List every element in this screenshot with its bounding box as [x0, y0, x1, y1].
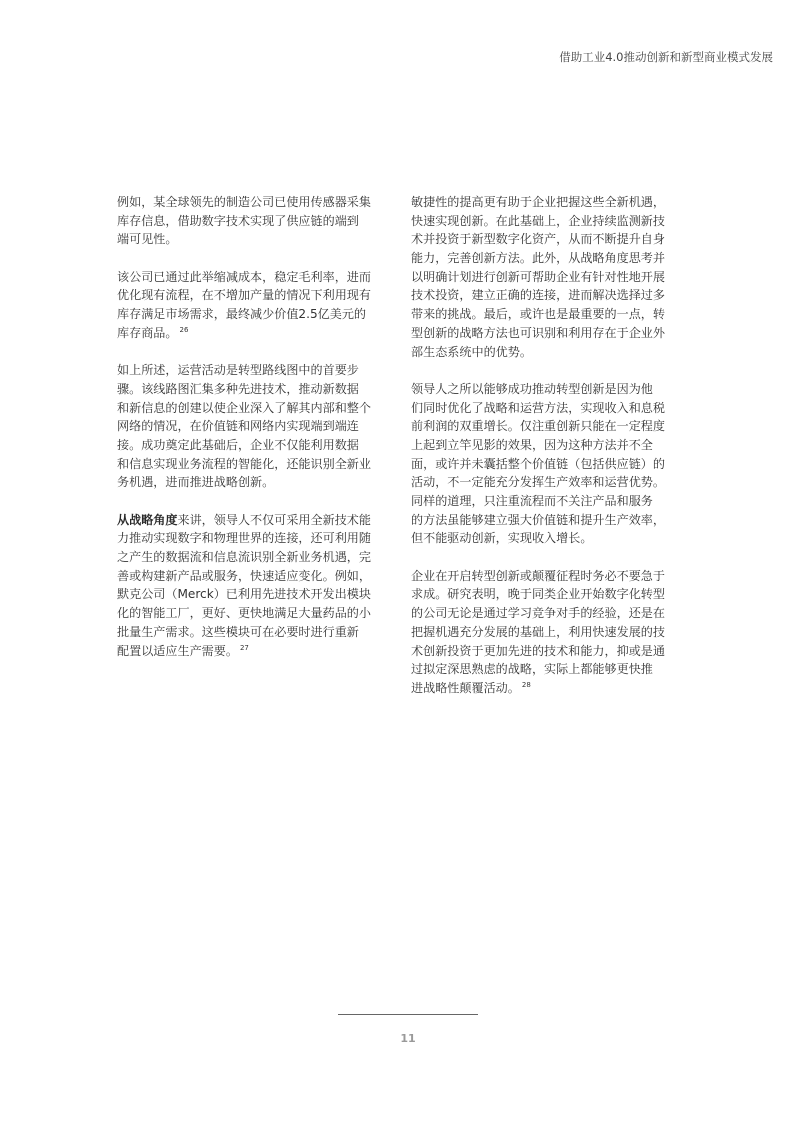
text-line: 企业在开启转型创新或颠覆征程时务必不要急于 — [411, 568, 665, 583]
text-line: 端可见性。 — [117, 232, 178, 247]
text-line: 接。成功奠定此基础后，企业不仅能利用数据 — [117, 437, 359, 452]
text-line: 务机遇，进而推进战略创新。 — [117, 475, 275, 490]
paragraph — [411, 193, 683, 361]
text-line: 能力，完善创新方法。此外，从战略角度思考并 — [411, 251, 665, 266]
text-line: 但不能驱动创新，实现收入增长。 — [411, 531, 593, 546]
text-line: 默克公司（Merck）已利用先进技术开发出模块 — [117, 587, 371, 602]
text-line: 领导人之所以能够成功推动转型创新是因为他 — [411, 381, 653, 396]
text-line: 技术投资，建立正确的连接，进而解决选择过多 — [411, 288, 665, 303]
paragraph — [117, 268, 389, 343]
text-line: 们同时优化了战略和运营方法，实现收入和息税 — [411, 400, 665, 415]
text-line — [117, 324, 389, 343]
text-line: 带来的挑战。最后，或许也是最重要的一点，转 — [411, 307, 665, 322]
text-line: 活动，不一定能充分发挥生产效率和运营优势。 — [411, 475, 665, 490]
text-line: 之产生的数据流和信息流识别全新业务机遇，完 — [117, 550, 371, 565]
footnote-marker: 28 — [521, 680, 531, 689]
text-line: 前利润的双重增长。仅注重创新只能在一定程度 — [411, 419, 665, 434]
footer-divider — [338, 1014, 478, 1015]
text-line: 以明确计划进行创新可帮助企业有针对性地开展 — [411, 269, 665, 284]
paragraph — [117, 193, 389, 249]
text-line: 同样的道理，只注重流程而不关注产品和服务 — [411, 494, 653, 508]
footnote-marker: 26 — [179, 325, 189, 334]
text-line: 部生态系统中的优势。 — [411, 344, 532, 359]
text-line: 骤。该线路图汇集多种先进技术，推动新数据 — [117, 381, 359, 396]
text-line-content: 配置以适应生产需要。 — [117, 643, 238, 658]
text-line: 快速实现创新。在此基础上，企业持续监测新技 — [411, 213, 665, 228]
text-line: 如上所述，运营活动是转型路线图中的首要步 — [117, 363, 359, 378]
text-line: 的公司无论是通过学习竞争对手的经验，还是在 — [411, 606, 665, 621]
right-column — [411, 193, 683, 716]
paragraph — [411, 380, 683, 548]
paragraph — [117, 511, 389, 661]
text-line-content: 来讲，领导人不仅可采用全新技术能 — [177, 512, 371, 527]
text-line: 库存满足市场需求，最终减少价值2.5亿美元的 — [117, 307, 367, 322]
text-line: 术创新投资于更加先进的技术和能力，抑或是通 — [411, 643, 665, 658]
text-line: 善或构建新产品或服务，快速适应变化。例如， — [117, 568, 371, 583]
text-line: 把握机遇充分发展的基础上，利用快速发展的技 — [411, 624, 665, 639]
text-line: 和新信息的创建以使企业深入了解其内部和整个 — [117, 400, 371, 415]
text-line: 过拟定深思熟虑的战略，实际上都能够更快推 — [411, 662, 653, 677]
left-column — [117, 193, 389, 679]
text-line: 优化现有流程，在不增加产量的情况下利用现有 — [117, 288, 371, 303]
running-header: 借助工业4.0推动创新和新型商业模式发展 — [559, 50, 773, 64]
text-line — [117, 511, 389, 530]
text-line: 库存信息，借助数字技术实现了供应链的端到 — [117, 213, 359, 228]
page-number: 11 — [400, 1032, 416, 1045]
bold-lead-phrase: 从战略角度 — [117, 512, 178, 527]
paragraph — [411, 567, 683, 698]
text-line: 敏捷性的提高更有助于企业把握这些全新机遇， — [411, 195, 665, 209]
text-line-content: 库存商品。 — [117, 325, 178, 340]
text-line: 网络的情况，在价值链和网络内实现端到端连 — [117, 419, 359, 434]
text-line: 面，或许并未囊括整个价值链（包括供应链）的 — [411, 456, 665, 471]
text-line: 化的智能工厂，更好、更快地满足大量药品的小 — [117, 606, 371, 621]
text-line: 上起到立竿见影的效果，因为这种方法并不全 — [411, 437, 653, 452]
text-line — [117, 642, 389, 661]
text-line: 该公司已通过此举缩减成本，稳定毛利率，进而 — [117, 269, 371, 284]
footnote-marker: 27 — [239, 643, 249, 652]
text-line: 求成。研究表明，晚于同类企业开始数字化转型 — [411, 587, 665, 602]
text-line: 力推动实现数字和物理世界的连接，还可利用随 — [117, 531, 371, 546]
text-line: 批量生产需求。这些模块可在必要时进行重新 — [117, 624, 359, 639]
text-line: 术并投资于新型数字化资产，从而不断提升自身 — [411, 232, 665, 247]
text-line: 例如，某全球领先的制造公司已使用传感器采集 — [117, 195, 371, 209]
text-line: 和信息实现业务流程的智能化，还能识别全新业 — [117, 456, 371, 471]
text-line: 型创新的战略方法也可识别和利用存在于企业外 — [411, 325, 665, 340]
text-line-content: 进战略性颠覆活动。 — [411, 680, 520, 695]
paragraph — [117, 361, 389, 492]
text-line — [411, 679, 683, 698]
text-line: 的方法虽能够建立强大价值链和提升生产效率， — [411, 512, 665, 527]
